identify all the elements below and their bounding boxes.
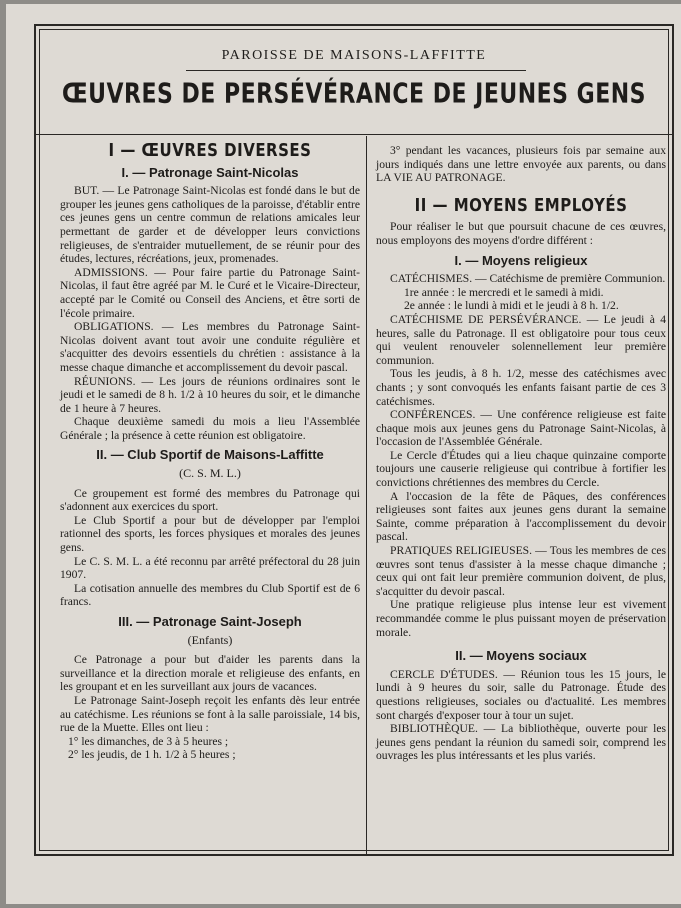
list-item-premiere-annee: 1re année : le mercredi et le samedi à midi. — [404, 285, 604, 299]
paragraph-intro: Pour réaliser le but que poursuit chacune de ces œuvres, nous employons des moyens d'ordre différent : — [376, 220, 666, 247]
left-column — [60, 138, 360, 762]
paragraph-admissions: ADMISSIONS. — Pour faire partie du Patronage Saint-Nicolas, il faut être agréé par M. le Curé et le Vicaire-Directeur, accepté par le Comité ou Conseil des Anciens, et être sorti de l'école primaire. — [60, 265, 360, 320]
paragraph-reunions: RÉUNIONS. — Les jours de réunions ordinaires sont le jeudi et le samedi de 8 h. 1/2 à 10 heures du soir, et le dimanche de 1 heure à 7 heures. — [60, 374, 360, 415]
paragraph-arrete: Le C. S. M. L. a été reconnu par arrêté préfectoral du 28 juin 1907. — [60, 554, 360, 582]
section-title-oeuvres: I — ŒUVRES DIVERSES — [108, 139, 312, 161]
paragraph-pratiques: PRATIQUES RELIGIEUSES. — Tous les membres de ces œuvres sont tenus d'assister à la messe chaque dimanche ; ceux qui ont fait leur première communion doivent, de plus, s'acquitter du devoir pascal. — [376, 544, 666, 598]
heading-club-sportif: II. — Club Sportif de Maisons-Laffitte — [96, 447, 324, 463]
paragraph-catechismes: CATÉCHISMES. — Catéchisme de première Communion. — [390, 272, 666, 286]
heading-patronage-saint-joseph: III. — Patronage Saint-Joseph — [118, 614, 302, 629]
paragraph-paques: A l'occasion de la fête de Pâques, des conférences religieuses sont faites aux jeunes gens durant la semaine Sainte, comme préparation à l'accomplissement du devoir pascal. — [376, 489, 666, 544]
column-divider — [366, 136, 367, 856]
heading-moyens-sociaux: II. — Moyens sociaux — [455, 648, 587, 664]
subheading-enfants: (Enfants) — [187, 632, 233, 647]
paragraph-conferences: CONFÉRENCES. — Une conférence religieuse est faite chaque mois aux jeunes gens du Patronage Saint-Nicolas, à l'occasion de l'Assemblée Générale. — [376, 408, 666, 449]
paragraph-cotisation: La cotisation annuelle des membres du Club Sportif est de 6 francs. — [60, 581, 360, 609]
section-title-moyens: II — MOYENS EMPLOYÉS — [414, 193, 628, 216]
paragraph-cercle-etudes-causerie: Le Cercle d'Études qui a lieu chaque quinzaine comporte toujours une causerie religieuse qui contribue à fortifier les convictions chrétiennes des membres du Cercle. — [376, 448, 666, 490]
paragraph-groupement: Ce groupement est formé des membres du Patronage qui s'adonnent aux exercices du sport. — [60, 486, 360, 514]
paragraph-saint-joseph-but: Ce Patronage a pour but d'aider les parents dans la surveillance et la direction morale et religieuse des enfants, en les groupant et en les surveillant aux jours de vacances. — [60, 653, 360, 694]
list-item-jeudis: 2° les jeudis, de 1 h. 1/2 à 5 heures ; — [68, 748, 236, 762]
paragraph-pratique-intense: Une pratique religieuse plus intense leur est vivement recommandée comme le plus puissant moyen de préservation morale. — [376, 598, 666, 639]
page-title: ŒUVRES DE PERSÉVÉRANCE DE JEUNES GENS — [61, 78, 647, 111]
paragraph-obligations: OBLIGATIONS. — Les membres du Patronage Saint-Nicolas doivent avant tout avoir une conduite régulière et s'acquitter des devoirs essentiels du chrétien : assistance à la messe chaque dimanche et accomplissement du devoir pascal. — [60, 320, 360, 374]
paragraph-cercle-etudes: CERCLE D'ÉTUDES. — Réunion tous les 15 jours, le lundi à 9 heures du soir, salle du Patronage. Étude des questions religieuses, sociales ou d'actualité. Les membres sont chargés d'exposer tour à tour un sujet. — [376, 667, 666, 722]
paragraph-but-club: Le Club Sportif a pour but de développer par l'emploi rationnel des sports, les forces physiques et morales des jeunes gens. — [60, 513, 360, 555]
list-item-deuxieme-annee: 2e année : le lundi à midi et le jeudi à 8 h. 1/2. — [404, 299, 619, 313]
list-item-vacances: 3° pendant les vacances, plusieurs fois par semaine aux jours indiqués dans une lettre envoyée aux parents, ou dans LA VIE AU PATRONAGE. — [376, 144, 666, 185]
paragraph-perseverance: CATÉCHISME DE PERSÉVÉRANCE. — Le jeudi à 4 heures, salle du Patronage. Il est obligatoire pour tous ceux qui veulent renouveler solennellement leur première communion. — [376, 312, 666, 367]
heading-patronage-saint-nicolas: I. — Patronage Saint-Nicolas — [121, 164, 299, 180]
list-item-dimanches: 1° les dimanches, de 3 à 5 heures ; — [68, 734, 229, 748]
paper-sheet — [6, 4, 681, 904]
heading-moyens-religieux: I. — Moyens religieux — [454, 252, 588, 268]
subheading-csml: (C. S. M. L.) — [179, 466, 241, 481]
header-rule-bottom — [36, 134, 672, 135]
page-frame — [34, 24, 674, 856]
right-column — [376, 138, 666, 763]
paragraph-saint-joseph-reunions: Le Patronage Saint-Joseph reçoit les enfants dès leur entrée au catéchisme. Les réunions se font à la salle paroissiale, 14 bis, rue de la Muette. Elles ont lieu : — [60, 693, 360, 735]
parish-name: PAROISSE DE MAISONS-LAFFITTE — [221, 48, 487, 63]
paragraph-assemblee: Chaque deuxième samedi du mois a lieu l'Assemblée Générale ; la présence à cette réunion est obligatoire. — [60, 415, 360, 442]
paragraph-but: BUT. — Le Patronage Saint-Nicolas est fondé dans le but de grouper les jeunes gens catholiques de la paroisse, d'établir entre ces jeunes gens un centre commun de relations amicales leur permettant de garder et de développer leurs convictions religieuses, de s'entraider mutuellement, de se réunir pour des études, lectures, récréations, jeux, promenades. — [60, 184, 360, 266]
paragraph-bibliotheque: BIBLIOTHÈQUE. — La bibliothèque, ouverte pour les jeunes gens pendant la réunion du samedi soir, comprend les ouvrages les plus intéressants et les plus variés. — [376, 722, 666, 763]
paragraph-tous-jeudis: Tous les jeudis, à 8 h. 1/2, messe des catéchismes avec chants ; y sont convoqués les enfants faisant partie de ces 3 catéchismes. — [376, 367, 666, 408]
header-rule-top — [186, 70, 526, 71]
